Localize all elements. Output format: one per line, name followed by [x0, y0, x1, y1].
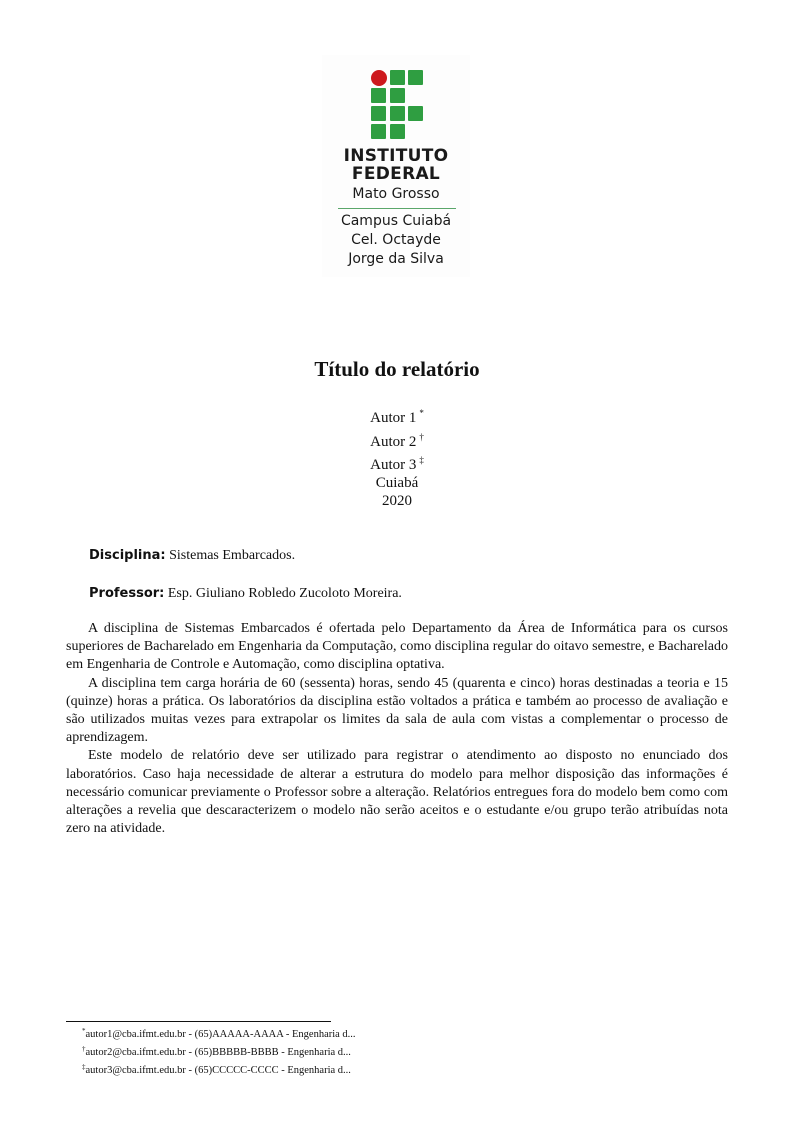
author-3: Autor 3 ‡ — [370, 455, 424, 473]
footnote-3: ‡autor3@cba.ifmt.edu.br - (65)CCCCC-CCCC - Engenharia d... — [82, 1063, 351, 1076]
footnote-mark: * — [419, 408, 424, 418]
footnote-divider — [66, 1021, 331, 1022]
paragraph: A disciplina tem carga horária de 60 (sessenta) horas, sendo 45 (quarenta e cinco) horas destinadas a teoria e 15 (quinze) horas a prática. Os laboratórios da disciplina estão voltados a prática e também ao processo de avaliação e são utilizados muitas vezes para extrapolar os limites da sala de aula com vistas a complementar o processo de aprendizagem. — [66, 675, 728, 746]
discipline-value: Sistemas Embarcados. — [169, 548, 296, 563]
footnote-mark: † — [419, 431, 424, 442]
year: 2020 — [382, 493, 412, 509]
professor-label: Professor: — [89, 586, 165, 601]
body-text — [66, 620, 728, 838]
professor-value: Esp. Giuliano Robledo Zucoloto Moreira. — [167, 586, 402, 601]
logo-divider — [338, 208, 456, 209]
discipline-label: Disciplina: — [89, 548, 166, 563]
discipline-line — [89, 548, 295, 564]
ifmt-logo — [322, 55, 470, 277]
place: Cuiabá — [375, 475, 419, 491]
author-2: Autor 2 † — [370, 431, 424, 450]
place-date — [0, 474, 794, 510]
professor-line — [89, 586, 402, 602]
logo-institute: INSTITUTO — [343, 146, 449, 166]
logo-campus-3: Jorge da Silva — [348, 251, 444, 267]
logo-campus-1: Campus Cuiabá — [340, 213, 452, 229]
paragraph: A disciplina de Sistemas Embarcados é ofertada pelo Departamento da Área de Informática para os cursos superiores de Bacharelado em Engenharia da Computação, como disciplina regular do oitavo semestre, e Bacharelado em Engenharia de Controle e Automação, como disciplina optativa. — [66, 621, 728, 673]
footnotes — [82, 1024, 356, 1078]
paragraph: Este modelo de relatório deve ser utilizado para registrar o atendimento ao disposto no enunciado dos laboratórios. Caso haja necessidade de alterar a estrutura do modelo para melhor disposição das informações é necessário comunicar previamente o Professor sobre a alteração. Relatórios entregues fora do modelo bem como com alterações a revelia que descaracterizem o modelo não serão aceitos e o estudante e/ou grupo terão atribuídas nota zero na atividade. — [66, 748, 728, 837]
document-title: Título do relatório — [314, 357, 480, 381]
logo-federal: FEDERAL — [351, 164, 441, 184]
author-list — [0, 404, 794, 475]
logo-mark-icon — [371, 70, 427, 142]
logo-campus-2: Cel. Octayde — [351, 232, 441, 248]
footnote-mark: ‡ — [419, 455, 424, 465]
red-dot-icon — [371, 70, 387, 86]
logo-state: Mato Grosso — [352, 186, 440, 202]
footnote-1: *autor1@cba.ifmt.edu.br - (65)AAAAA-AAAA - Engenharia d... — [82, 1027, 356, 1040]
footnote-2: †autor2@cba.ifmt.edu.br - (65)BBBBB-BBBB - Engenharia d... — [82, 1045, 351, 1058]
author-1: Autor 1 * — [370, 408, 424, 426]
